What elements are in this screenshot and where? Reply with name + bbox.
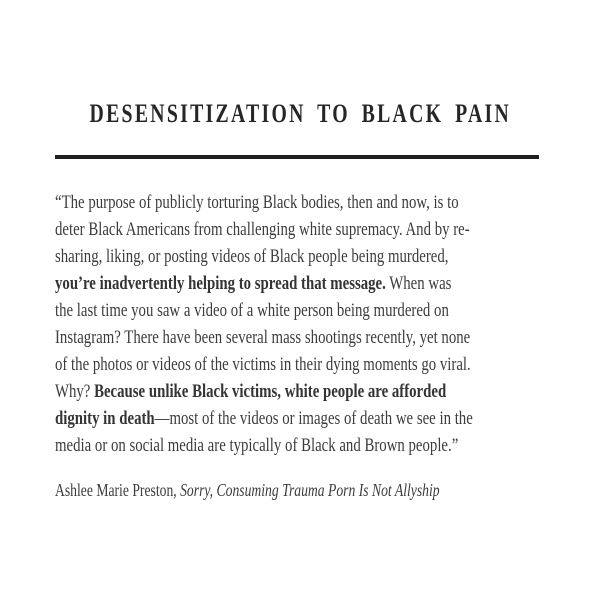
quote-line bbox=[55, 324, 471, 351]
quote-segment-bold: you’re inadvertently helping to spread that message. bbox=[55, 272, 386, 294]
title-divider bbox=[55, 155, 539, 159]
quote-segment-bold: Because unlike Black victims, white people are afforded bbox=[94, 380, 447, 402]
quote-segment: Instagram? There have been several mass shootings recently, yet none bbox=[55, 326, 471, 348]
quote-line bbox=[55, 297, 449, 324]
quote-line bbox=[55, 216, 470, 243]
quote-segment: “The purpose of publicly torturing Black bodies, then and now, is to bbox=[55, 191, 459, 213]
quote-line bbox=[55, 378, 447, 405]
quote-line bbox=[55, 432, 459, 459]
quote-segment: sharing, liking, or posting videos of Black people being murdered, bbox=[55, 245, 449, 267]
quote-line bbox=[55, 189, 459, 216]
quote-line bbox=[55, 243, 449, 270]
quote-segment: deter Black Americans from challenging white supremacy. And by re- bbox=[55, 218, 470, 240]
quote-text bbox=[55, 189, 545, 459]
quote-line bbox=[55, 405, 473, 432]
title-row bbox=[55, 100, 545, 129]
quote-segment: —most of the videos or images of death we see in the bbox=[154, 407, 473, 429]
quote-line bbox=[55, 270, 452, 297]
attribution-author: Ashlee Marie Preston, bbox=[55, 479, 181, 500]
attribution-work-title: Sorry, Consuming Trauma Porn Is Not Allyship bbox=[180, 479, 440, 500]
quote-segment: the last time you saw a video of a white person being murdered on bbox=[55, 299, 449, 321]
page-title: DESENSITIZATION TO BLACK PAIN bbox=[89, 99, 511, 128]
quote-segment: media or on social media are typically of Black and Brown people.” bbox=[55, 434, 459, 456]
quote-segment: Why? bbox=[55, 380, 95, 402]
attribution bbox=[55, 478, 440, 502]
quote-segment-bold: dignity in death bbox=[55, 407, 155, 429]
quote-segment: When was bbox=[385, 272, 452, 294]
quote-segment: of the photos or videos of the victims in their dying moments go viral. bbox=[55, 353, 471, 375]
quote-line bbox=[55, 351, 471, 378]
